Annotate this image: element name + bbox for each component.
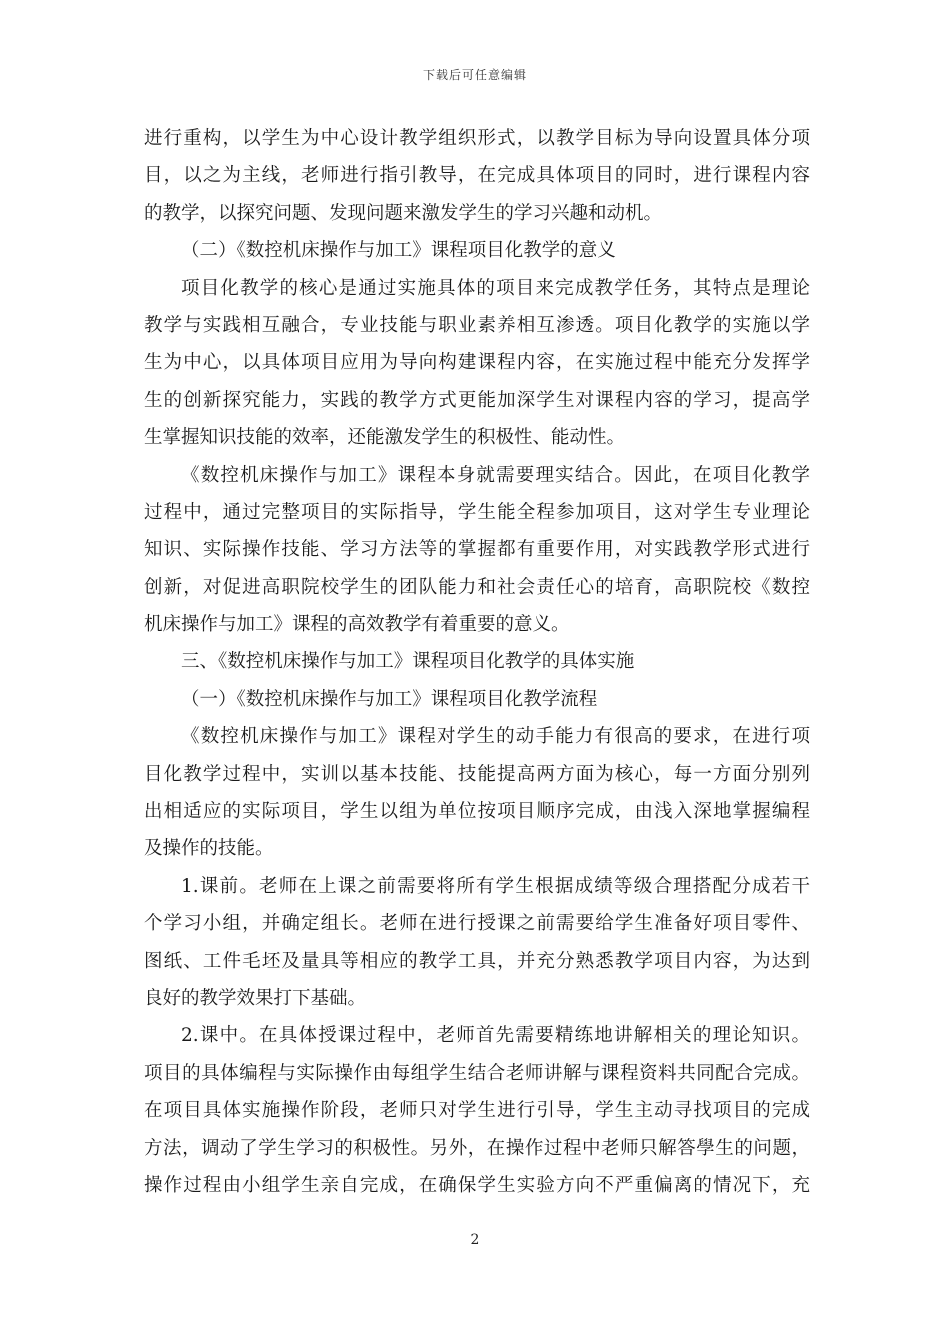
text-line: 创新，对促进高职院校学生的团队能力和社会责任心的培育，高职院校《数控 — [144, 576, 810, 598]
text-line: 知识、实际操作技能、学习方法等的掌握都有重要作用，对实践教学形式进行 — [144, 539, 810, 561]
text-line: 目化教学过程中，实训以基本技能、技能提高两方面为核心，每一方面分别列 — [144, 763, 810, 785]
text-line: 及操作的技能。 — [144, 838, 274, 860]
page-header: 下载后可任意编辑 — [422, 68, 527, 82]
text-line: 机床操作与加工》课程的高效教学有着重要的意义。 — [144, 614, 570, 636]
text-line: 《数控机床操作与加工》课程对学生的动手能力有很高的要求，在进行项 — [181, 726, 810, 748]
text-line: 生为中心，以具体项目应用为导向构建课程内容，在实施过程中能充分发挥学 — [144, 352, 810, 374]
text-line: 过程中，通过完整项目的实际指导，学生能全程参加项目，这对学生专业理论 — [144, 501, 810, 523]
text-line: 进行重构，以学生为中心设计教学组织形式，以教学目标为导向设置具体分项 — [144, 128, 810, 149]
text-line: 教学与实践相互融合，专业技能与职业素养相互渗透。项目化教学的实施以学 — [144, 314, 810, 336]
text-line: 方法，调动了学生学习的积极性。另外，在操作过程中老师只解答學生的问题， — [144, 1137, 810, 1159]
text-line: 良好的教学效果打下基础。 — [144, 987, 367, 1009]
text-line: 1.课前。老师在上课之前需要将所有学生根据成绩等级合理搭配分成若干 — [181, 875, 810, 897]
text-line: 生掌握知识技能的效率，还能激发学生的积极性、能动性。 — [144, 427, 626, 449]
text-line: 《数控机床操作与加工》课程本身就需要理实结合。因此，在项目化教学 — [181, 464, 810, 486]
text-line: 个学习小组，并确定组长。老师在进行授课之前需要给学生准备好项目零件、 — [144, 913, 810, 935]
text-line: 三、《数控机床操作与加工》课程项目化教学的具体实施 — [181, 651, 635, 673]
text-line: 项目化教学的核心是通过实施具体的项目来完成教学任务，其特点是理论 — [181, 277, 810, 299]
text-line: 项目的具体编程与实际操作由每组学生结合老师讲解与课程资料共同配合完成。 — [144, 1062, 810, 1084]
text-line: 2.课中。在具体授课过程中，老师首先需要精练地讲解相关的理论知识。 — [181, 1025, 810, 1047]
document-body — [144, 120, 810, 1204]
text-line: 操作过程由小组学生亲自完成，在确保学生实验方向不严重偏离的情况下，充 — [144, 1174, 810, 1196]
text-line: 在项目具体实施操作阶段，老师只对学生进行引导，学生主动寻找项目的完成 — [144, 1100, 810, 1122]
text-line: 图纸、工件毛坯及量具等相应的教学工具，并充分熟悉教学项目内容，为达到 — [144, 950, 810, 972]
text-line: 的教学，以探究问题、发现问题来激发学生的学习兴趣和动机。 — [144, 202, 663, 224]
text-line: （二）《数控机床操作与加工》课程项目化教学的意义 — [181, 240, 616, 262]
text-line: （一）《数控机床操作与加工》课程项目化教学流程 — [181, 688, 598, 710]
text-line: 生的创新探究能力，实践的教学方式更能加深学生对课程内容的学习，提高学 — [144, 389, 810, 411]
page-number: 2 — [470, 1232, 480, 1248]
text-line: 出相适应的实际项目，学生以组为单位按项目顺序完成，由浅入深地掌握编程 — [144, 801, 810, 823]
text-line: 目，以之为主线，老师进行指引教导，在完成具体项目的同时，进行课程内容 — [144, 165, 810, 187]
